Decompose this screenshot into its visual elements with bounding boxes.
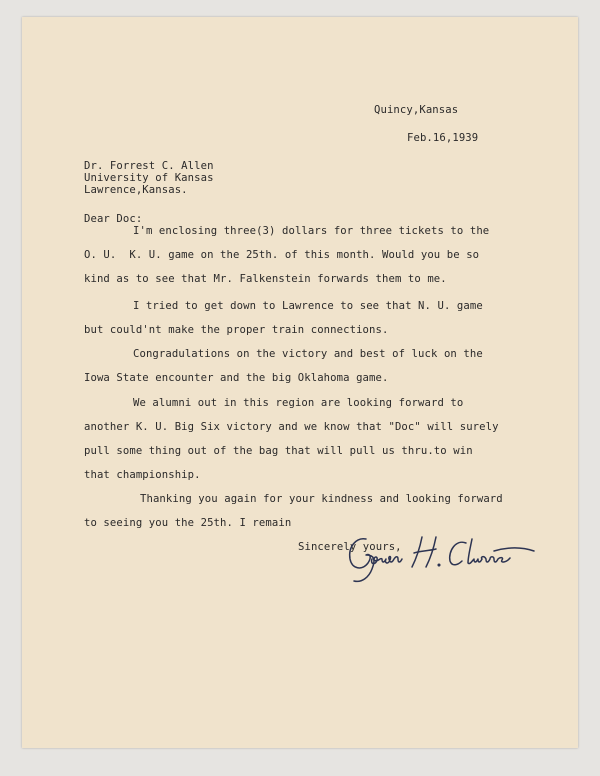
- recipient-name: Dr. Forrest C. Allen: [84, 160, 214, 172]
- body-line: kind as to see that Mr. Falkenstein forwards them to me.: [84, 273, 447, 285]
- body-line: Thanking you again for your kindness and looking forward: [140, 493, 503, 505]
- letter-page: [22, 17, 578, 748]
- body-line: I'm enclosing three(3) dollars for three tickets to the: [133, 225, 490, 237]
- body-line: but could'nt make the proper train connections.: [84, 324, 389, 336]
- recipient-city: Lawrence,Kansas.: [84, 184, 188, 196]
- body-line: Congradulations on the victory and best of luck on the: [133, 348, 483, 360]
- handwritten-signature: [344, 529, 544, 589]
- salutation: Dear Doc:: [84, 213, 143, 225]
- body-line: another K. U. Big Six victory and we know that "Doc" will surely: [84, 421, 499, 433]
- body-line: that championship.: [84, 469, 201, 481]
- body-line: O. U. K. U. game on the 25th. of this month. Would you be so: [84, 249, 480, 261]
- body-line: We alumni out in this region are looking forward to: [133, 397, 464, 409]
- body-line: pull some thing out of the bag that will pull us thru.to win: [84, 445, 473, 457]
- body-line: Iowa State encounter and the big Oklahoma game.: [84, 372, 389, 384]
- closing: Sincerely yours,: [298, 541, 402, 553]
- recipient-institution: University of Kansas: [84, 172, 214, 184]
- date-line: Feb.16,1939: [407, 132, 479, 144]
- body-line: I tried to get down to Lawrence to see that N. U. game: [133, 300, 483, 312]
- place-line: Quincy,Kansas: [374, 104, 459, 116]
- body-line: to seeing you the 25th. I remain: [84, 517, 292, 529]
